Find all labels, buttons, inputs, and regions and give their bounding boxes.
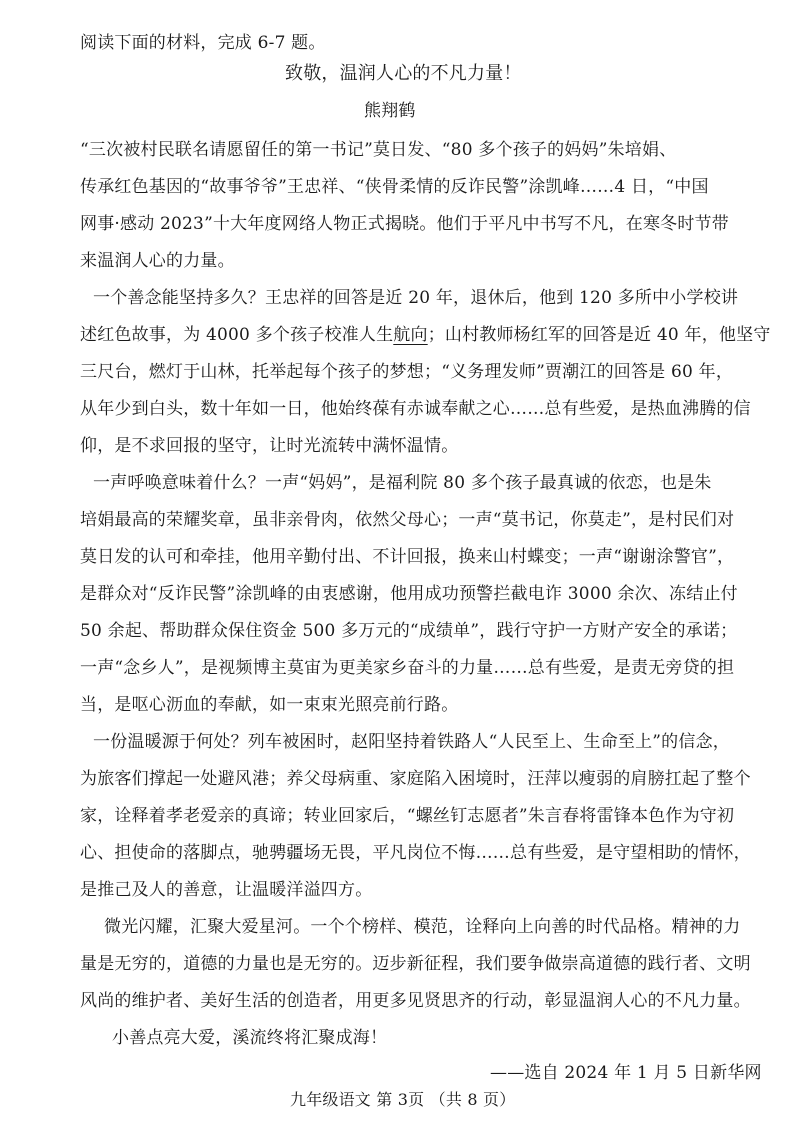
paragraph-line: 仰，是不求回报的坚守，让时光流转中满怀温情。 bbox=[80, 436, 459, 456]
paragraph-line: 一声呼唤意味着什么？一声“妈妈”，是福利院 80 多个孩子最真诚的依恋，也是朱 bbox=[93, 473, 712, 493]
paragraph-line: 培娟最高的荣耀奖章，虽非亲骨肉，依然父母心；一声“莫书记，你莫走”，是村民们对 bbox=[80, 510, 735, 530]
paragraph-line: 当，是呕心沥血的奉献，如一束束光照亮前行路。 bbox=[80, 695, 459, 715]
paragraph-line: 微光闪耀，汇聚大爱星河。一个个榜样、模范，诠释向上向善的时代品格。精神的力 bbox=[104, 917, 741, 937]
underlined-word: 航向 bbox=[393, 325, 428, 345]
paragraph-line: “三次被村民联名请愿留任的第一书记”莫日发、“80 多个孩子的妈妈”朱培娟、 bbox=[80, 140, 677, 160]
paragraph-line: 风尚的维护者、美好生活的创造者，用更多见贤思齐的行动，彰显温润人心的不凡力量。 bbox=[80, 991, 751, 1011]
paragraph-line: 量是无穷的，道德的力量也是无穷的。迈步新征程，我们要争做崇高道德的践行者、文明 bbox=[80, 954, 751, 974]
paragraph-line: 家，诠释着孝老爱亲的真谛；转业回家后，“螺丝钉志愿者”朱言春将雷锋本色作为守初 bbox=[80, 806, 735, 826]
paragraph-line: 是推己及人的善意，让温暖洋溢四方。 bbox=[80, 880, 373, 900]
article-title: 致敬，温润人心的不凡力量！ bbox=[285, 63, 522, 84]
text-span: ；山村教师杨红军的回答是近 40 年，他坚守 bbox=[427, 325, 771, 345]
paragraph-line: 传承红色基因的“故事爷爷”王忠祥、“侠骨柔情的反诈民警”涂凯峰……4 日，“中国 bbox=[80, 177, 709, 197]
reading-instruction: 阅读下面的材料，完成 6-7 题。 bbox=[80, 33, 326, 53]
paragraph-line: 是群众对“反诈民警”涂凯峰的由衷感谢，他用成功预警拦截电诈 3000 余次、冻结止付 bbox=[80, 584, 738, 604]
paragraph-line bbox=[80, 324, 771, 346]
page-footer: 九年级语文 第 3页 （共 8 页） bbox=[290, 1090, 516, 1109]
paragraph-line: 网事·感动 2023”十大年度网络人物正式揭晓。他们于平凡中书写不凡，在寒冬时节带 bbox=[80, 214, 729, 234]
paragraph-line: 50 余起、帮助群众保住资金 500 多万元的“成绩单”，践行守护一方财产安全的承诺； bbox=[80, 621, 738, 641]
paragraph-line: 三尺台，燃灯于山林，托举起每个孩子的梦想；“义务理发师”贾潮江的回答是 60 年， bbox=[80, 362, 734, 382]
paragraph-line: 从年少到白头，数十年如一日，他始终葆有赤诚奉献之心……总有些爱，是热血沸腾的信 bbox=[80, 399, 751, 419]
paragraph-line: 一个善念能坚持多久？王忠祥的回答是近 20 年，退休后，他到 120 多所中小学校讲 bbox=[93, 288, 739, 308]
source-citation: ——选自 2024 年 1 月 5 日新华网 bbox=[490, 1063, 762, 1083]
paragraph-line: 一声“念乡人”，是视频博主莫宙为更美家乡奋斗的力量……总有些爱，是责无旁贷的担 bbox=[80, 658, 735, 678]
paragraph-line: 心、担使命的落脚点，驰骋疆场无畏，平凡岗位不悔……总有些爱，是守望相助的情怀， bbox=[80, 843, 751, 863]
text-span: 述红色故事，为 4000 多个孩子校准人生 bbox=[80, 325, 394, 345]
article-author: 熊翔鹤 bbox=[364, 101, 416, 121]
paragraph-line: 莫日发的认可和牵挂，他用辛勤付出、不计回报，换来山村蝶变；一声“谢谢涂警官”， bbox=[80, 547, 735, 567]
paragraph-line: 一份温暖源于何处？列车被困时，赵阳坚持着铁路人“人民至上、生命至上”的信念， bbox=[93, 732, 730, 752]
paragraph-line: 来温润人心的力量。 bbox=[80, 251, 235, 271]
paragraph-line: 为旅客们撑起一处避风港；养父母病重、家庭陷入困境时，汪萍以瘦弱的肩膀扛起了整个 bbox=[80, 769, 751, 789]
closing-sentence: 小善点亮大爱，溪流终将汇聚成海！ bbox=[112, 1028, 388, 1048]
